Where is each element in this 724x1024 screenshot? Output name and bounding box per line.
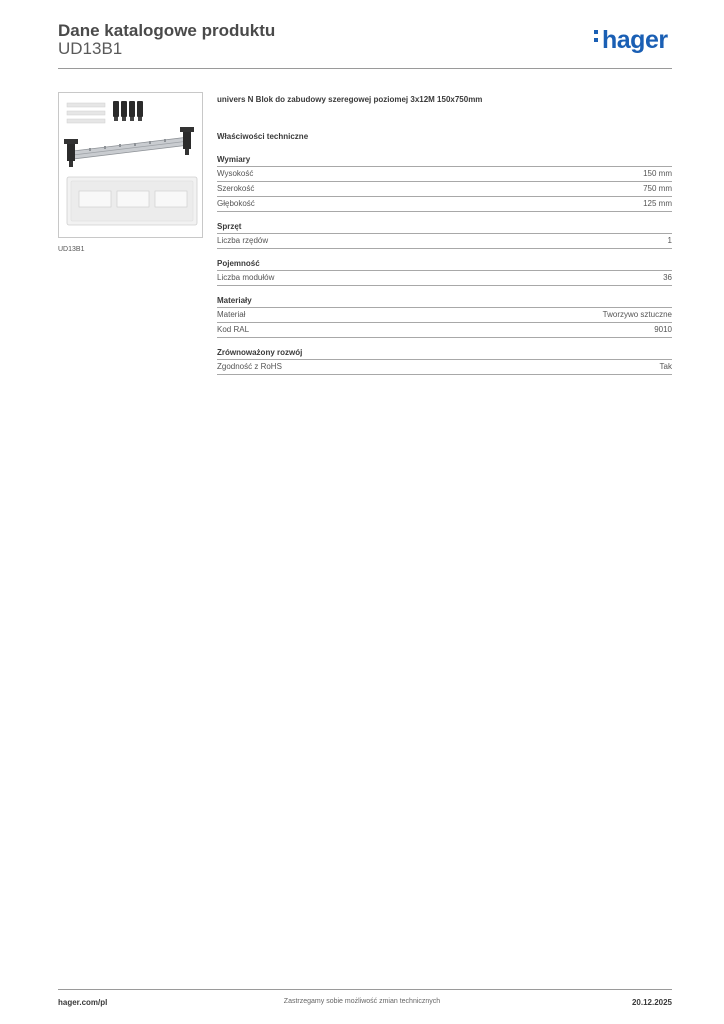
spec-label: Kod RAL — [217, 325, 250, 334]
spec-value: 750 mm — [643, 184, 672, 193]
spec-group-capacity — [217, 259, 672, 286]
spec-group-title: Zrównoważony rozwój — [217, 348, 672, 360]
spec-value: Tworzywo sztuczne — [602, 310, 672, 319]
footer-date: 20.12.2025 — [631, 998, 672, 1007]
product-code: UD13B1 — [58, 39, 123, 58]
footer-divider — [58, 989, 672, 990]
logo-colon-icon — [594, 26, 600, 46]
spec-label: Liczba modułów — [217, 273, 275, 282]
footer-website: hager.com/pl — [58, 998, 108, 1007]
spec-label: Liczba rzędów — [217, 236, 269, 245]
hager-logo — [594, 26, 668, 55]
header-divider — [58, 68, 672, 69]
spec-group-dimensions — [217, 155, 672, 212]
spec-value: Tak — [659, 362, 672, 371]
spec-label: Materiał — [217, 310, 246, 319]
product-image-caption: UD13B1 — [58, 246, 85, 253]
spec-row — [217, 323, 672, 338]
spec-row — [217, 197, 672, 212]
spec-group-title: Wymiary — [217, 155, 672, 167]
spec-row — [217, 182, 672, 197]
product-illustration-icon — [59, 93, 202, 237]
footer-disclaimer: Zastrzegamy sobie możliwość zmian technicznych — [283, 998, 441, 1005]
product-details — [217, 95, 672, 385]
logo-text: hager — [602, 26, 668, 54]
spec-value: 125 mm — [643, 199, 672, 208]
spec-row — [217, 271, 672, 286]
spec-label: Szerokość — [217, 184, 255, 193]
page-title: Dane katalogowe produktu — [58, 21, 276, 40]
spec-row — [217, 360, 672, 375]
spec-label: Głębokość — [217, 199, 255, 208]
spec-group-equipment — [217, 222, 672, 249]
product-image — [58, 92, 203, 238]
spec-value: 1 — [667, 236, 672, 245]
spec-group-title: Pojemność — [217, 259, 672, 271]
spec-group-title: Materiały — [217, 296, 672, 308]
spec-group-materials — [217, 296, 672, 338]
spec-group-sustainability — [217, 348, 672, 375]
spec-value: 150 mm — [643, 169, 672, 178]
spec-row — [217, 308, 672, 323]
spec-row — [217, 167, 672, 182]
spec-value: 9010 — [654, 325, 672, 334]
spec-label: Wysokość — [217, 169, 254, 178]
spec-value: 36 — [663, 273, 672, 282]
spec-label: Zgodność z RoHS — [217, 362, 282, 371]
product-description: univers N Blok do zabudowy szeregowej poziomej 3x12M 150x750mm — [217, 95, 483, 104]
spec-row — [217, 234, 672, 249]
spec-group-title: Sprzęt — [217, 222, 672, 234]
specs-title: Właściwości techniczne — [217, 132, 309, 141]
